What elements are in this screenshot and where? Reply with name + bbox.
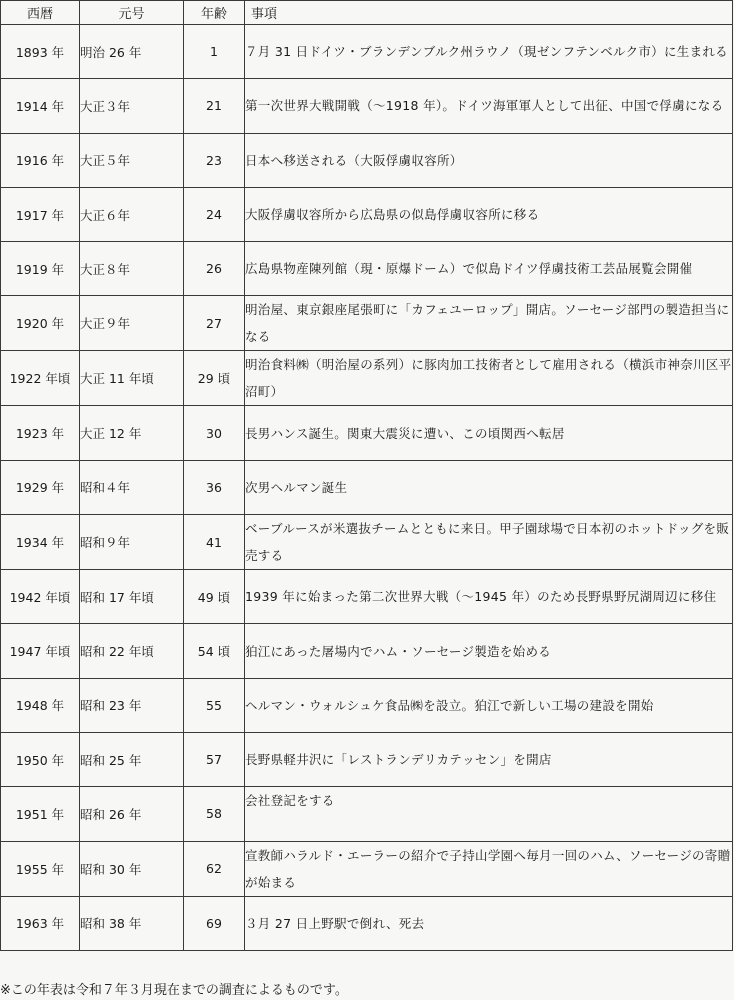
cell-era-name: 大正８年 xyxy=(80,242,184,296)
cell-age: 57 xyxy=(184,732,245,786)
cell-age: 55 xyxy=(184,678,245,732)
cell-event: ３月 27 日上野駅で倒れ、死去 xyxy=(245,896,733,950)
cell-western-year: 1950 年 xyxy=(1,732,80,786)
cell-age: 54 頃 xyxy=(184,624,245,678)
footnote: ※この年表は令和７年３月現在までの調査によるものです。 xyxy=(0,983,348,998)
cell-event: 明治屋、東京銀座尾張町に「カフェユーロップ」開店。ソーセージ部門の製造担当になる xyxy=(245,296,733,351)
cell-age: 29 頃 xyxy=(184,351,245,406)
table-row xyxy=(1,187,733,241)
table-row xyxy=(1,460,733,514)
cell-western-year: 1947 年頃 xyxy=(1,624,80,678)
table-row xyxy=(1,841,733,896)
cell-age: 27 xyxy=(184,296,245,351)
header-era-name: 元号 xyxy=(80,1,184,25)
table-row xyxy=(1,515,733,570)
cell-western-year: 1917 年 xyxy=(1,187,80,241)
cell-era-name: 大正 12 年 xyxy=(80,406,184,460)
cell-event: 広島県物産陳列館（現・原爆ドーム）で似島ドイツ俘虜技術工芸品展覧会開催 xyxy=(245,242,733,296)
cell-era-name: 昭和９年 xyxy=(80,515,184,570)
table-row xyxy=(1,570,733,624)
table-row xyxy=(1,25,733,79)
cell-event: 1939 年に始まった第二次世界大戦（～1945 年）のため長野県野尻湖周辺に移住 xyxy=(245,570,733,624)
cell-era-name: 大正３年 xyxy=(80,79,184,133)
cell-event: 次男ヘルマン誕生 xyxy=(245,460,733,514)
cell-event: ベーブルースが米選抜チームとともに来日。甲子園球場で日本初のホットドッグを販売する xyxy=(245,515,733,570)
table-row xyxy=(1,896,733,950)
cell-era-name: 大正９年 xyxy=(80,296,184,351)
cell-western-year: 1919 年 xyxy=(1,242,80,296)
cell-event: 第一次世界大戦開戦（～1918 年）。ドイツ海軍軍人として出征、中国で俘虜になる xyxy=(245,79,733,133)
cell-western-year: 1922 年頃 xyxy=(1,351,80,406)
cell-age: 49 頃 xyxy=(184,570,245,624)
header-age: 年齢 xyxy=(184,1,245,25)
table-body xyxy=(1,25,733,951)
cell-age: 36 xyxy=(184,460,245,514)
header-row xyxy=(1,1,733,25)
cell-event: 狛江にあった屠場内でハム・ソーセージ製造を始める xyxy=(245,624,733,678)
cell-era-name: 昭和 23 年 xyxy=(80,678,184,732)
table-row xyxy=(1,678,733,732)
cell-age: 62 xyxy=(184,841,245,896)
cell-western-year: 1963 年 xyxy=(1,896,80,950)
cell-age: 1 xyxy=(184,25,245,79)
cell-era-name: 大正５年 xyxy=(80,133,184,187)
table-row xyxy=(1,79,733,133)
cell-western-year: 1929 年 xyxy=(1,460,80,514)
cell-western-year: 1916 年 xyxy=(1,133,80,187)
cell-western-year: 1914 年 xyxy=(1,79,80,133)
cell-event: 日本へ移送される（大阪俘虜収容所） xyxy=(245,133,733,187)
cell-era-name: 明治 26 年 xyxy=(80,25,184,79)
cell-era-name: 大正６年 xyxy=(80,187,184,241)
cell-event: 明治食料㈱（明治屋の系列）に豚肉加工技術者として雇用される（横浜市神奈川区平沼町） xyxy=(245,351,733,406)
cell-era-name: 昭和 26 年 xyxy=(80,787,184,841)
cell-era-name: 大正 11 年頃 xyxy=(80,351,184,406)
table-row xyxy=(1,787,733,841)
cell-western-year: 1951 年 xyxy=(1,787,80,841)
cell-western-year: 1934 年 xyxy=(1,515,80,570)
table-row xyxy=(1,296,733,351)
cell-era-name: 昭和 25 年 xyxy=(80,732,184,786)
cell-western-year: 1920 年 xyxy=(1,296,80,351)
cell-event: ７月 31 日ドイツ・ブランデンブルク州ラウノ（現ゼンフテンベルク市）に生まれる xyxy=(245,25,733,79)
table-row xyxy=(1,351,733,406)
cell-age: 69 xyxy=(184,896,245,950)
cell-era-name: 昭和 22 年頃 xyxy=(80,624,184,678)
cell-event: 大阪俘虜収容所から広島県の似島俘虜収容所に移る xyxy=(245,187,733,241)
cell-age: 23 xyxy=(184,133,245,187)
cell-event: 長男ハンス誕生。関東大震災に遭い、この頃関西へ転居 xyxy=(245,406,733,460)
cell-era-name: 昭和 17 年頃 xyxy=(80,570,184,624)
table-row xyxy=(1,133,733,187)
header-western-year: 西暦 xyxy=(1,1,80,25)
cell-age: 41 xyxy=(184,515,245,570)
header-event: 事項 xyxy=(245,1,733,25)
cell-age: 26 xyxy=(184,242,245,296)
table-row xyxy=(1,406,733,460)
cell-event: ヘルマン・ウォルシュケ食品㈱を設立。狛江で新しい工場の建設を開始 xyxy=(245,678,733,732)
cell-western-year: 1955 年 xyxy=(1,841,80,896)
cell-age: 21 xyxy=(184,79,245,133)
table-header xyxy=(1,1,733,25)
cell-era-name: 昭和 38 年 xyxy=(80,896,184,950)
cell-western-year: 1942 年頃 xyxy=(1,570,80,624)
cell-western-year: 1948 年 xyxy=(1,678,80,732)
cell-age: 30 xyxy=(184,406,245,460)
cell-era-name: 昭和４年 xyxy=(80,460,184,514)
table-row xyxy=(1,242,733,296)
cell-western-year: 1923 年 xyxy=(1,406,80,460)
cell-event: 会社登記をする xyxy=(245,787,733,841)
cell-event: 宣教師ハラルド・エーラーの紹介で子持山学園へ毎月一回のハム、ソーセージの寄贈が始まる xyxy=(245,841,733,896)
cell-age: 58 xyxy=(184,787,245,841)
cell-age: 24 xyxy=(184,187,245,241)
cell-event: 長野県軽井沢に「レストランデリカテッセン」を開店 xyxy=(245,732,733,786)
table-row xyxy=(1,732,733,786)
cell-era-name: 昭和 30 年 xyxy=(80,841,184,896)
table-row xyxy=(1,624,733,678)
cell-western-year: 1893 年 xyxy=(1,25,80,79)
